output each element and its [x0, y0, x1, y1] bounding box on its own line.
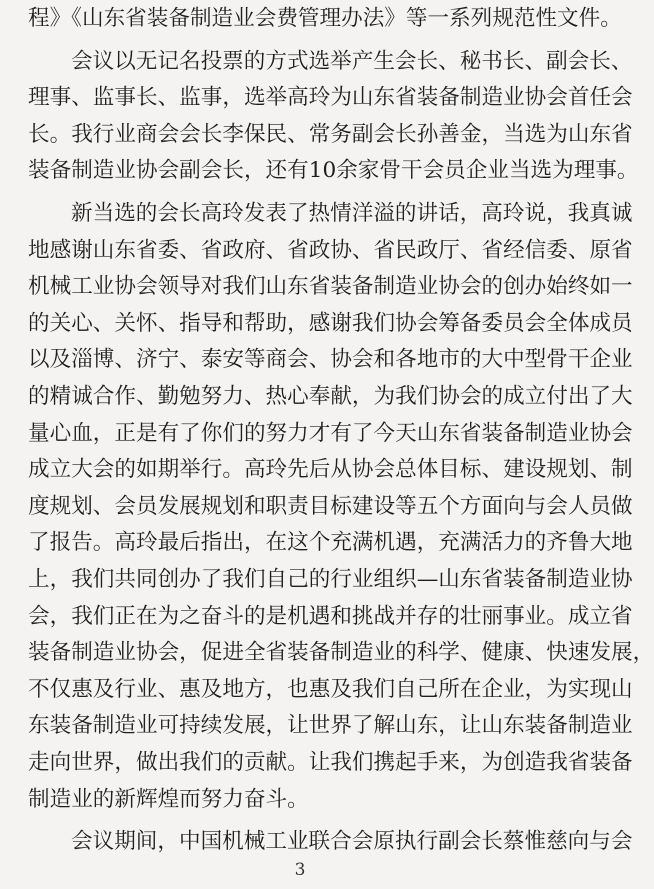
page-number: 3: [294, 860, 306, 880]
text-line: 会，我们正在为之奋斗的是机遇和挑战并存的壮丽事业。成立省: [28, 603, 633, 629]
text-line: 程》《山东省装备制造业会费管理办法》等一系列规范性文件。: [28, 6, 622, 31]
text-line: 新当选的会长高玲发表了热情洋溢的讲话，高玲说，我真诚: [71, 201, 633, 226]
text-line: 理事、监事长、监事，选举高玲为山东省装备制造业协会首任会: [28, 85, 633, 111]
text-line: 装备制造业协会，促进全省装备制造业的科学、健康、快速发展，: [28, 640, 654, 666]
text-line: 东装备制造业可持续发展，让世界了解山东，让山东装备制造业: [28, 713, 633, 739]
text-line: 制造业的新辉煌而努力奋斗。: [28, 786, 309, 812]
text-line: 的关心、关怀、指导和帮助，感谢我们协会筹备委员会全体成员: [28, 310, 633, 336]
text-line: 成立大会的如期举行。高玲先后从协会总体目标、建设规划、制: [28, 457, 633, 483]
text-line: 地感谢山东省委、省政府、省政协、省民政厅、省经信委、原省: [28, 237, 633, 263]
text-line: 以及淄博、济宁、泰安等商会、协会和各地市的大中型骨干企业: [28, 347, 633, 373]
text-line: 会议以无记名投票的方式选举产生会长、秘书长、副会长、: [71, 48, 633, 74]
text-line: 度规划、会员发展规划和职责目标建设等五个方面向与会人员做: [28, 493, 633, 519]
text-line: 装备制造业协会副会长，还有10余家骨干会员企业当选为理事。: [28, 158, 639, 184]
text-line: 机械工业协会领导对我们山东省装备制造业协会的创办始终如一: [28, 274, 633, 300]
text-line: 长。我行业商会会长李保民、常务副会长孙善金，当选为山东省: [28, 121, 633, 147]
text-line: 上，我们共同创办了我们自己的行业组织—山东省装备制造业协: [28, 567, 633, 592]
text-line: 的精诚合作、勤勉努力、热心奉献，为我们协会的成立付出了大: [28, 384, 633, 409]
text-line: 量心血，正是有了你们的努力才有了今天山东省装备制造业协会: [28, 420, 633, 446]
text-line: 会议期间，中国机械工业联合会原执行副会长蔡惟慈向与会: [71, 829, 633, 855]
text-line: 不仅惠及行业、惠及地方，也惠及我们自己所在企业，为实现山: [28, 676, 633, 702]
text-line: 走向世界，做出我们的贡献。让我们携起手来，为创造我省装备: [28, 750, 633, 775]
text-line: 了报告。高玲最后指出，在这个充满机遇，充满活力的齐鲁大地: [28, 530, 633, 556]
